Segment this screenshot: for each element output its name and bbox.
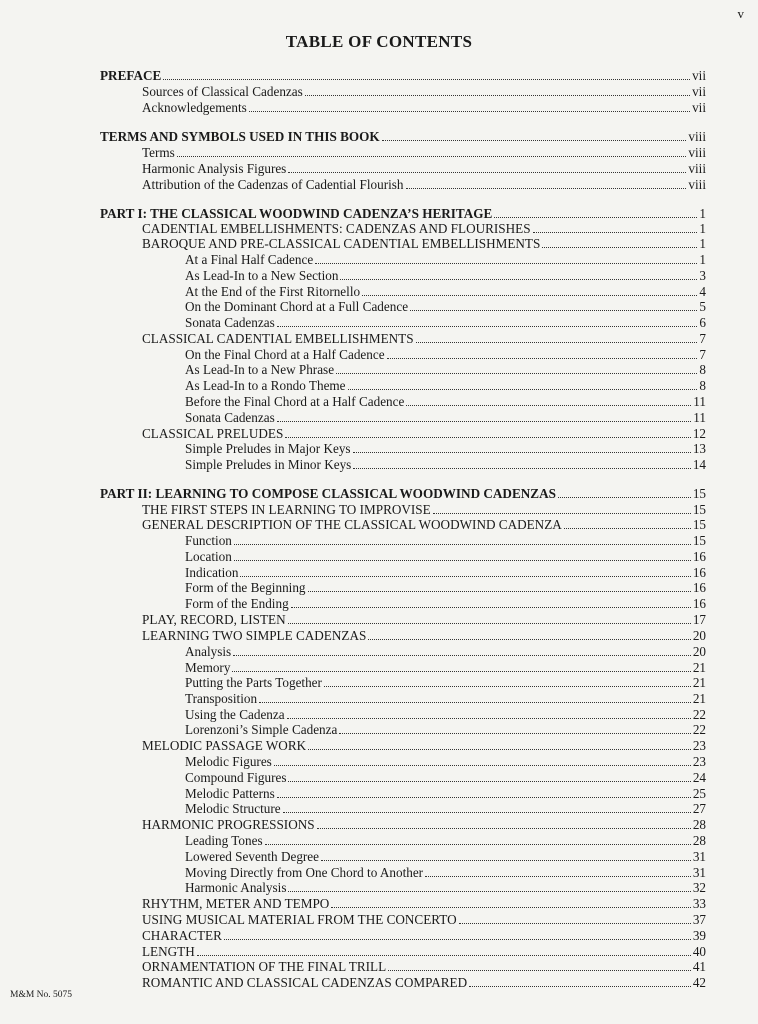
dot-leader <box>277 316 698 327</box>
toc-entry-label: Melodic Patterns <box>185 786 275 801</box>
toc-entry <box>185 865 706 880</box>
page-number: v <box>737 6 744 21</box>
toc-entry-label: Function <box>185 533 232 548</box>
toc-entry <box>185 565 706 580</box>
toc-entry-page: 20 <box>692 628 706 643</box>
dot-leader <box>533 222 698 233</box>
toc-entry <box>142 517 706 532</box>
dot-leader <box>348 379 698 390</box>
toc-entry-page: 1 <box>699 236 706 251</box>
toc-entry <box>185 284 706 299</box>
toc-entry-page: 21 <box>692 691 706 706</box>
dot-leader <box>232 661 690 672</box>
toc-entry-label: Acknowledgements <box>142 100 247 115</box>
toc-entry-label: USING MUSICAL MATERIAL FROM THE CONCERTO <box>142 912 457 927</box>
toc-entry <box>185 268 706 283</box>
toc-entry-page: 13 <box>692 441 706 456</box>
toc-entry-label: Putting the Parts Together <box>185 675 322 690</box>
toc-entry <box>142 612 706 627</box>
toc-entry <box>142 959 706 974</box>
dot-leader <box>308 739 691 750</box>
dot-leader <box>542 237 697 248</box>
toc-entry-page: 28 <box>692 833 706 848</box>
toc-entry <box>185 315 706 330</box>
toc-entry-page: 33 <box>692 896 706 911</box>
dot-leader <box>324 676 691 687</box>
toc-entry-label: Attribution of the Cadenzas of Cadential Flourish <box>142 177 404 192</box>
toc-entry-page: 40 <box>692 944 706 959</box>
toc-entry <box>185 457 706 472</box>
toc-entry <box>185 596 706 611</box>
toc-entry <box>142 628 706 643</box>
toc-entry-label: ROMANTIC AND CLASSICAL CADENZAS COMPARED <box>142 975 468 990</box>
toc-entry-page: 15 <box>692 517 706 532</box>
toc-entry <box>100 68 706 83</box>
toc-entry-label: MELODIC PASSAGE WORK <box>142 738 307 753</box>
toc-entry <box>185 410 706 425</box>
dot-leader <box>336 363 697 374</box>
toc-entry-label: On the Final Chord at a Half Cadence <box>185 347 385 362</box>
toc-entry-label: HARMONIC PROGRESSIONS <box>142 817 315 832</box>
toc-entry-label: Using the Cadenza <box>185 707 285 722</box>
dot-leader <box>283 802 691 813</box>
toc-entry-label: Analysis <box>185 644 232 659</box>
toc-entry <box>142 817 706 832</box>
page-title: TABLE OF CONTENTS <box>285 32 473 51</box>
dot-leader <box>368 629 691 640</box>
toc-entry-label: RHYTHM, METER AND TEMPO <box>142 896 330 911</box>
toc-entry <box>185 722 706 737</box>
dot-leader <box>288 162 686 173</box>
toc-entry-page: 1 <box>699 252 706 267</box>
toc-entry-label: LENGTH <box>142 944 195 959</box>
toc-entry-page: 1 <box>699 221 706 236</box>
toc-entry-page: 7 <box>699 347 706 362</box>
toc-entry <box>185 770 706 785</box>
toc-entry-page: 27 <box>692 801 706 816</box>
toc-entry-page: 28 <box>692 817 706 832</box>
dot-leader <box>285 427 691 438</box>
toc-entry-page: viii <box>688 129 706 144</box>
toc-entry <box>185 691 706 706</box>
toc-entry-label: Simple Preludes in Major Keys <box>185 441 351 456</box>
dot-leader <box>288 881 690 892</box>
toc-entry-label: GENERAL DESCRIPTION OF THE CLASSICAL WOODWIND CADENZA <box>142 517 562 532</box>
toc-entry-label: Lowered Seventh Degree <box>185 849 320 864</box>
toc-entry-page: 32 <box>692 880 706 895</box>
toc-entry-page: 4 <box>699 284 706 299</box>
dot-leader <box>249 101 690 112</box>
toc-entry-page: 15 <box>692 486 706 501</box>
toc-entry-label: CLASSICAL CADENTIAL EMBELLISHMENTS <box>142 331 414 346</box>
toc-entry-page: 3 <box>699 268 706 283</box>
toc-entry-page: 42 <box>692 975 706 990</box>
toc-entry-label: Compound Figures <box>185 770 287 785</box>
toc-entry-page: 37 <box>692 912 706 927</box>
dot-leader <box>558 487 691 498</box>
toc-entry <box>100 206 706 221</box>
toc-entry <box>142 426 706 441</box>
toc-entry-label: PREFACE <box>100 68 162 83</box>
toc-entry <box>142 502 706 517</box>
toc-entry-label: CLASSICAL PRELUDES <box>142 426 284 441</box>
dot-leader <box>308 581 691 592</box>
toc-entry <box>142 944 706 959</box>
toc-entry-label: PLAY, RECORD, LISTEN <box>142 612 286 627</box>
dot-leader <box>265 834 691 845</box>
toc-entry-page: 17 <box>692 612 706 627</box>
toc-entry <box>142 177 706 192</box>
toc-entry-page: 5 <box>699 299 706 314</box>
toc-entry <box>185 675 706 690</box>
toc-entry-label: LEARNING TWO SIMPLE CADENZAS <box>142 628 367 643</box>
dot-leader <box>321 850 691 861</box>
toc-entry-label: Sources of Classical Cadenzas <box>142 84 303 99</box>
dot-leader <box>425 866 691 877</box>
toc-entry-label: Location <box>185 549 232 564</box>
dot-leader <box>331 897 690 908</box>
toc-entry <box>185 849 706 864</box>
dot-leader <box>388 960 691 971</box>
dot-leader <box>277 787 691 798</box>
toc-entry-page: 8 <box>699 362 706 377</box>
dot-leader <box>233 645 691 656</box>
toc-entry <box>185 580 706 595</box>
toc-entry-label: THE FIRST STEPS IN LEARNING TO IMPROVISE <box>142 502 431 517</box>
dot-leader <box>163 69 690 80</box>
toc-entry-label: As Lead-In to a Rondo Theme <box>185 378 346 393</box>
toc-entry <box>185 707 706 722</box>
toc-entry <box>142 738 706 753</box>
toc-entry <box>142 100 706 115</box>
toc-entry-label: Simple Preludes in Minor Keys <box>185 457 352 472</box>
toc-entry-page: vii <box>692 100 706 115</box>
toc-entry <box>142 896 706 911</box>
toc-entry-page: 21 <box>692 675 706 690</box>
toc-entry-page: 7 <box>699 331 706 346</box>
toc-entry-page: 41 <box>692 959 706 974</box>
toc-entry-label: Transposition <box>185 691 258 706</box>
toc-entry <box>185 833 706 848</box>
toc-entry-label: Sonata Cadenzas <box>185 410 275 425</box>
dot-leader <box>315 253 697 264</box>
toc-entry-page: 16 <box>692 596 706 611</box>
toc-entry <box>185 754 706 769</box>
toc-entry <box>185 880 706 895</box>
dot-leader <box>469 976 691 987</box>
toc-entry-label: Harmonic Analysis <box>185 880 287 895</box>
toc-entry-page: viii <box>688 161 706 176</box>
toc-entry <box>185 347 706 362</box>
toc-entry-page: 20 <box>692 644 706 659</box>
toc-entry-label: Sonata Cadenzas <box>185 315 275 330</box>
toc-entry <box>142 161 706 176</box>
footer-catalog-number: M&M No. 5075 <box>10 990 73 1000</box>
toc-entry-label: At the End of the First Ritornello <box>185 284 361 299</box>
toc-entry <box>185 252 706 267</box>
toc-entry <box>100 486 706 501</box>
dot-leader <box>287 708 691 719</box>
dot-leader <box>406 178 687 189</box>
toc-entry-label: Terms <box>142 145 175 160</box>
dot-leader <box>274 755 691 766</box>
toc-entry-page: 16 <box>692 580 706 595</box>
toc-entry-page: 11 <box>693 410 706 425</box>
dot-leader <box>564 518 691 529</box>
toc-entry-page: 31 <box>692 865 706 880</box>
toc-entry-label: CADENTIAL EMBELLISHMENTS: CADENZAS AND FLOURISHES <box>142 221 531 236</box>
toc-entry-page: viii <box>688 145 706 160</box>
dot-leader <box>494 207 697 218</box>
toc-entry-page: 11 <box>693 394 706 409</box>
toc-entry <box>142 975 706 990</box>
toc-entry-label: As Lead-In to a New Phrase <box>185 362 335 377</box>
toc-entry <box>185 394 706 409</box>
dot-leader <box>317 818 691 829</box>
dot-leader <box>177 146 687 157</box>
toc-entry-label: PART II: LEARNING TO COMPOSE CLASSICAL WOODWIND CADENZAS <box>100 486 556 501</box>
toc-entry-page: 21 <box>692 660 706 675</box>
toc-entry-page: 8 <box>699 378 706 393</box>
toc-entry-page: 22 <box>692 707 706 722</box>
toc-entry-label: On the Dominant Chord at a Full Cadence <box>185 299 409 314</box>
toc-entry <box>100 129 706 144</box>
toc-entry-page: 16 <box>692 549 706 564</box>
dot-leader <box>197 945 691 956</box>
toc-entry-label: Memory <box>185 660 231 675</box>
toc-entry <box>185 786 706 801</box>
dot-leader <box>234 550 691 561</box>
toc-entry-page: 23 <box>692 754 706 769</box>
toc-entry <box>142 145 706 160</box>
dot-leader <box>340 269 697 280</box>
toc-entry-label: Lorenzoni’s Simple Cadenza <box>185 722 338 737</box>
toc-entry <box>185 378 706 393</box>
toc-entry-label: Form of the Beginning <box>185 580 306 595</box>
toc-entry <box>142 928 706 943</box>
toc-entry <box>185 362 706 377</box>
dot-leader <box>459 913 691 924</box>
dot-leader <box>288 613 691 624</box>
dot-leader <box>305 85 690 96</box>
toc-entry <box>185 533 706 548</box>
toc-entry-label: As Lead-In to a New Section <box>185 268 339 283</box>
toc-entry-page: 22 <box>692 722 706 737</box>
toc-entry-label: Leading Tones <box>185 833 263 848</box>
dot-leader <box>416 332 698 343</box>
toc-entry <box>142 912 706 927</box>
toc-entry <box>185 660 706 675</box>
toc-entry-page: 14 <box>692 457 706 472</box>
toc-entry-label: PART I: THE CLASSICAL WOODWIND CADENZA’S HERITAGE <box>100 206 493 221</box>
toc-entry-label: Melodic Structure <box>185 801 281 816</box>
toc-entry-page: 23 <box>692 738 706 753</box>
toc-entry-label: ORNAMENTATION OF THE FINAL TRILL <box>142 959 387 974</box>
dot-leader <box>406 395 691 406</box>
dot-leader <box>353 442 691 453</box>
toc-entry-page: vii <box>692 68 706 83</box>
toc-entry <box>185 549 706 564</box>
dot-leader <box>382 130 687 141</box>
toc-entry <box>142 84 706 99</box>
toc-entry-label: BAROQUE AND PRE-CLASSICAL CADENTIAL EMBELLISHMENTS <box>142 236 541 251</box>
toc-entry-label: CHARACTER <box>142 928 222 943</box>
toc-entry-page: 31 <box>692 849 706 864</box>
toc-entry-page: 25 <box>692 786 706 801</box>
dot-leader <box>224 929 691 940</box>
dot-leader <box>291 597 691 608</box>
toc-entry-page: 12 <box>692 426 706 441</box>
toc-entry-label: TERMS AND SYMBOLS USED IN THIS BOOK <box>100 129 380 144</box>
toc-entry-page: 39 <box>692 928 706 943</box>
dot-leader <box>288 771 690 782</box>
toc-entry-label: Harmonic Analysis Figures <box>142 161 287 176</box>
toc-entry-label: At a Final Half Cadence <box>185 252 314 267</box>
toc-entry-page: 1 <box>699 206 706 221</box>
toc-entry <box>185 441 706 456</box>
dot-leader <box>410 300 697 311</box>
toc-entry <box>142 236 706 251</box>
toc-entry <box>185 801 706 816</box>
dot-leader <box>277 411 692 422</box>
toc-entry <box>185 299 706 314</box>
toc-entry-page: 15 <box>692 502 706 517</box>
dot-leader <box>339 723 690 734</box>
toc-entry-label: Before the Final Chord at a Half Cadence <box>185 394 405 409</box>
toc-entry <box>142 221 706 236</box>
dot-leader <box>387 348 698 359</box>
toc-entry <box>185 644 706 659</box>
toc-entry-label: Melodic Figures <box>185 754 272 769</box>
dot-leader <box>433 503 691 514</box>
dot-leader <box>240 566 690 577</box>
toc-entry-page: vii <box>692 84 706 99</box>
dot-leader <box>234 534 691 545</box>
toc-entry-page: viii <box>688 177 706 192</box>
dot-leader <box>353 458 691 469</box>
toc-entry-page: 16 <box>692 565 706 580</box>
toc-entry-label: Moving Directly from One Chord to Another <box>185 865 424 880</box>
toc-entry-label: Indication <box>185 565 239 580</box>
toc-entry-label: Form of the Ending <box>185 596 289 611</box>
toc-entry <box>142 331 706 346</box>
toc-entry-page: 6 <box>699 315 706 330</box>
dot-leader <box>362 285 697 296</box>
toc-entry-page: 24 <box>692 770 706 785</box>
dot-leader <box>259 692 691 703</box>
toc-entry-page: 15 <box>692 533 706 548</box>
